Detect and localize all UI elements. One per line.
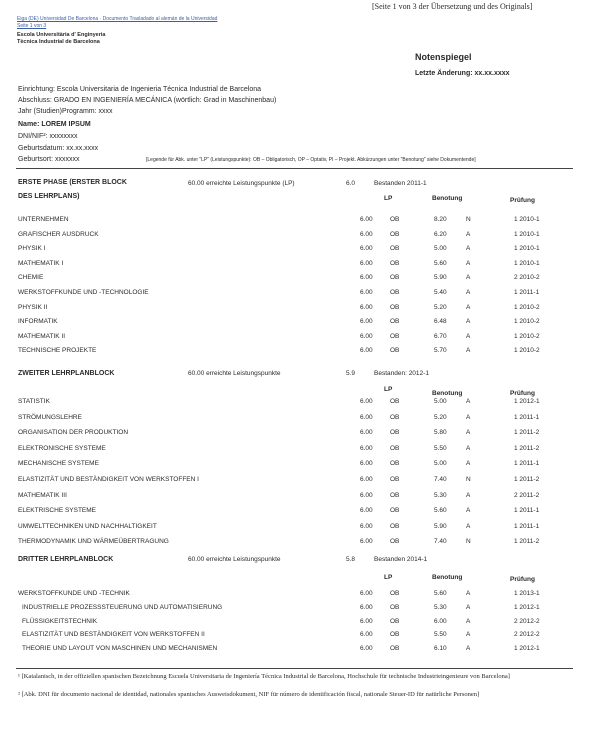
- course-exam-term: 1 2012-1: [514, 398, 540, 405]
- course-name: TECHNISCHE PROJEKTE: [18, 347, 97, 355]
- col-header-exam: Prüfung: [510, 576, 535, 583]
- course-credits: 6.00: [360, 318, 373, 326]
- course-name: WERKSTOFFKUNDE UND -TECHNOLOGIE: [18, 289, 149, 296]
- page-note: [Seite 1 von 3 der Übersetzung und des Originals]: [372, 2, 533, 11]
- table-row: [18, 245, 578, 255]
- course-grade: 5.30: [434, 491, 447, 499]
- course-grade: 5.20: [434, 413, 447, 421]
- course-exam-term: 1 2012-1: [514, 645, 540, 653]
- col-header-lp: LP: [384, 574, 393, 581]
- footnote-divider: [16, 668, 573, 669]
- course-grade: 5.90: [434, 274, 447, 282]
- course-credits: 6.00: [360, 476, 373, 483]
- table-row: [18, 260, 578, 270]
- course-grade-letter: A: [466, 603, 471, 611]
- course-grade-letter: A: [466, 347, 471, 355]
- footnote-2: ² [Abk. DNI für documento nacional de identidad, nationales spanisches Ausweisdokument, NIF für número de identificación fiscal, nationale Steuer-ID für natürliche Personen]: [18, 691, 480, 698]
- course-type: OB: [390, 429, 400, 437]
- table-row: [18, 507, 578, 517]
- block-average: 5.9: [346, 370, 356, 377]
- course-name: MECHANISCHE SYSTEME: [18, 460, 99, 468]
- course-credits: 6.00: [360, 413, 373, 421]
- course-name: INDUSTRIELLE PROZESSSTEUERUNG UND AUTOMATISIERUNG: [22, 603, 223, 611]
- table-row: [18, 231, 578, 241]
- course-credits: 6.00: [360, 590, 373, 597]
- course-grade-letter: A: [466, 230, 471, 238]
- course-type: OB: [390, 460, 400, 468]
- course-credits: 6.00: [360, 347, 373, 355]
- table-row: [18, 476, 578, 486]
- course-name: UMWELTTECHNIKEN UND NACHHALTIGKEIT: [18, 522, 157, 530]
- course-name: UNTERNEHMEN: [18, 216, 69, 223]
- course-name: STRÖMUNGSLEHRE: [18, 413, 82, 421]
- course-grade: 5.00: [434, 398, 447, 405]
- col-header-lp: LP: [384, 386, 393, 393]
- course-type: OB: [390, 216, 400, 223]
- birthdate: Geburtsdatum: xx.xx.xxxx: [18, 145, 99, 152]
- course-grade: 6.00: [434, 617, 447, 625]
- table-row: [18, 590, 578, 600]
- course-grade: 7.40: [434, 476, 447, 483]
- course-exam-term: 1 2010-1: [514, 230, 540, 238]
- course-grade-letter: A: [466, 259, 471, 267]
- course-type: OB: [390, 538, 400, 546]
- course-name: WERKSTOFFKUNDE UND -TECHNIK: [18, 590, 130, 597]
- course-type: OB: [390, 645, 400, 653]
- course-grade: 6.20: [434, 230, 447, 238]
- course-exam-term: 1 2011-2: [514, 476, 540, 483]
- col-header-exam: Prüfung: [510, 390, 535, 397]
- course-type: OB: [390, 522, 400, 530]
- course-grade: 8.20: [434, 216, 447, 223]
- course-type: OB: [390, 289, 400, 296]
- course-name: FLÜSSIGKEITSTECHNIK: [22, 617, 98, 625]
- course-exam-term: 1 2011-1: [514, 460, 540, 468]
- course-exam-term: 1 2011-2: [514, 538, 540, 546]
- page-title: Notenspiegel: [415, 52, 472, 62]
- course-grade-letter: A: [466, 413, 471, 421]
- divider: [16, 168, 573, 169]
- course-grade-letter: A: [466, 398, 471, 405]
- course-grade: 5.80: [434, 429, 447, 437]
- course-type: OB: [390, 398, 400, 405]
- table-row: [18, 304, 578, 314]
- course-grade-letter: A: [466, 645, 471, 653]
- dni: DNI/NIF²: xxxxxxxx: [18, 133, 78, 140]
- table-row: [18, 398, 578, 408]
- top-link[interactable]: Eiga (DE) Universidad De Barcelona · Documento Trasladado al alemán de la Universidad: [17, 16, 218, 22]
- col-header-exam: Prüfung: [510, 197, 535, 204]
- course-name: MATHEMATIK III: [18, 491, 67, 499]
- table-row: [18, 523, 578, 533]
- course-grade: 5.00: [434, 460, 447, 468]
- course-type: OB: [390, 590, 400, 597]
- course-grade-letter: A: [466, 274, 471, 282]
- course-name: MATHEMATIK II: [18, 332, 66, 340]
- course-grade-letter: A: [466, 289, 471, 296]
- block-passed: Bestanden 2011-1: [374, 180, 427, 187]
- table-row: [18, 460, 578, 470]
- course-grade: 5.70: [434, 347, 447, 355]
- course-grade: 6.10: [434, 645, 447, 653]
- table-row: [18, 216, 578, 226]
- degree: Abschluss: GRADO EN INGENIERÍA MECÁNICA (wörtlich: Grad in Maschinenbau): [18, 97, 277, 104]
- course-grade-letter: N: [466, 216, 471, 223]
- table-row: [18, 318, 578, 328]
- course-type: OB: [390, 274, 400, 282]
- course-name: PHYSIK I: [18, 245, 46, 253]
- block-title: ERSTE PHASE (ERSTER BLOCK: [18, 179, 127, 186]
- course-credits: 6.00: [360, 216, 373, 223]
- course-type: OB: [390, 259, 400, 267]
- course-grade: 5.00: [434, 245, 447, 253]
- course-grade-letter: A: [466, 303, 471, 311]
- course-exam-term: 1 2011-1: [514, 289, 540, 296]
- block-credits: 60.00 erreichte Leistungspunkte (LP): [188, 180, 295, 187]
- col-header-grade: Benotung: [432, 390, 463, 397]
- course-grade-letter: A: [466, 590, 471, 597]
- table-row: [18, 631, 578, 641]
- course-grade: 5.90: [434, 522, 447, 530]
- study-plan: Jahr (Studien)Programm: xxxx: [18, 108, 113, 115]
- course-type: OB: [390, 303, 400, 311]
- student-name: Name: LOREM IPSUM: [18, 121, 91, 128]
- course-credits: 6.00: [360, 617, 373, 625]
- course-grade-letter: A: [466, 444, 471, 452]
- course-credits: 6.00: [360, 460, 373, 468]
- table-row: [18, 429, 578, 439]
- course-exam-term: 1 2010-1: [514, 259, 540, 267]
- course-credits: 6.00: [360, 631, 373, 639]
- course-grade-letter: A: [466, 318, 471, 326]
- course-name: INFORMATIK: [18, 318, 58, 326]
- course-grade-letter: A: [466, 429, 471, 437]
- school-name-line1: Escola Universitària d' Enginyeria: [17, 32, 106, 38]
- course-exam-term: 1 2010-2: [514, 332, 540, 340]
- course-type: OB: [390, 444, 400, 452]
- course-type: OB: [390, 603, 400, 611]
- course-name: CHEMIE: [18, 274, 44, 282]
- course-exam-term: 1 2011-1: [514, 522, 540, 530]
- institution: Einrichtung: Escola Universitaria de Ingenieria Técnica Industrial de Barcelona: [18, 86, 262, 93]
- course-credits: 6.00: [360, 603, 373, 611]
- col-header-lp: LP: [384, 195, 393, 202]
- table-row: [18, 347, 578, 357]
- course-grade-letter: A: [466, 491, 471, 499]
- table-row: [18, 618, 578, 628]
- course-exam-term: 1 2011-1: [514, 413, 540, 421]
- last-change: Letzte Änderung: xx.xx.xxxx: [415, 70, 510, 77]
- course-grade-letter: A: [466, 332, 471, 340]
- course-exam-term: 1 2013-1: [514, 590, 540, 597]
- course-exam-term: 1 2010-2: [514, 347, 540, 355]
- course-exam-term: 1 2011-2: [514, 444, 540, 452]
- course-grade-letter: N: [466, 476, 471, 483]
- school-name-line2: Tècnica Industrial de Barcelona: [17, 39, 100, 45]
- course-credits: 6.00: [360, 429, 373, 437]
- course-credits: 6.00: [360, 274, 373, 282]
- block-average: 5.8: [346, 556, 356, 563]
- course-name: PHYSIK II: [18, 303, 48, 311]
- block-credits: 60.00 erreichte Leistungspunkte: [188, 370, 281, 377]
- course-type: OB: [390, 476, 400, 483]
- table-row: [18, 274, 578, 284]
- table-row: [18, 289, 578, 299]
- course-grade-letter: A: [466, 460, 471, 468]
- course-grade-letter: A: [466, 522, 471, 530]
- block-passed: Bestanden: 2012-1: [374, 370, 429, 377]
- course-grade: 5.20: [434, 303, 447, 311]
- table-row: [18, 645, 578, 655]
- course-name: GRAFISCHER AUSDRUCK: [18, 230, 99, 238]
- course-grade: 6.48: [434, 318, 447, 326]
- course-name: STATISTIK: [18, 398, 50, 405]
- course-grade-letter: A: [466, 245, 471, 253]
- block-title: DRITTER LEHRPLANBLOCK: [18, 556, 114, 563]
- course-exam-term: 2 2012-2: [514, 617, 540, 625]
- course-exam-term: 2 2011-2: [514, 491, 540, 499]
- course-type: OB: [390, 413, 400, 421]
- course-exam-term: 1 2010-2: [514, 303, 540, 311]
- course-grade-letter: N: [466, 538, 471, 546]
- course-credits: 6.00: [360, 289, 373, 296]
- course-name: ELEKTRONISCHE SYSTEME: [18, 444, 106, 452]
- course-credits: 6.00: [360, 398, 373, 405]
- course-credits: 6.00: [360, 444, 373, 452]
- course-credits: 6.00: [360, 303, 373, 311]
- course-credits: 6.00: [360, 538, 373, 546]
- top-link-page[interactable]: Seite 1 von 3: [17, 23, 47, 29]
- course-type: OB: [390, 332, 400, 340]
- course-exam-term: 2 2012-2: [514, 631, 540, 639]
- course-grade: 5.50: [434, 631, 447, 639]
- col-header-grade: Benotung: [432, 574, 463, 581]
- course-type: OB: [390, 318, 400, 326]
- course-exam-term: 2 2010-2: [514, 274, 540, 282]
- course-exam-term: 1 2011-1: [514, 507, 540, 515]
- course-type: OB: [390, 245, 400, 253]
- birthplace: Geburtsort: xxxxxxx: [18, 156, 80, 163]
- block-credits: 60.00 erreichte Leistungspunkte: [188, 556, 281, 563]
- course-exam-term: 1 2011-2: [514, 429, 540, 437]
- course-type: OB: [390, 347, 400, 355]
- course-exam-term: 1 2012-1: [514, 603, 540, 611]
- course-name: MATHEMATIK I: [18, 259, 64, 267]
- course-type: OB: [390, 617, 400, 625]
- course-name: ELASTIZITÄT UND BESTÄNDIGKEIT VON WERKSTOFFEN I: [18, 476, 199, 483]
- table-row: [18, 414, 578, 424]
- course-name: THERMODYNAMIK UND WÄRMEÜBERTRAGUNG: [18, 538, 169, 546]
- course-credits: 6.00: [360, 332, 373, 340]
- table-row: [18, 492, 578, 502]
- course-grade-letter: A: [466, 617, 471, 625]
- block-title-line2: DES LEHRPLANS): [18, 193, 80, 200]
- course-grade: 5.60: [434, 259, 447, 267]
- table-row: [18, 445, 578, 455]
- course-credits: 6.00: [360, 645, 373, 653]
- course-grade-letter: A: [466, 631, 471, 639]
- course-credits: 6.00: [360, 491, 373, 499]
- course-name: ELASTIZITÄT UND BESTÄNDIGKEIT VON WERKSTOFFEN II: [22, 631, 205, 639]
- block-title: ZWEITER LEHRPLANBLOCK: [18, 370, 115, 377]
- course-grade: 5.60: [434, 507, 447, 515]
- footnote-1: ¹ [Katalanisch, in der offiziellen spanischen Bezeichnung Escuela Universitaria de Ingeniería Técnica Industrial de Barcelona, Hochschule für technische Industrieingenieure von Barcelona]: [18, 673, 510, 680]
- course-grade-letter: A: [466, 507, 471, 515]
- course-grade: 6.70: [434, 332, 447, 340]
- block-passed: Bestanden 2014-1: [374, 556, 428, 563]
- legend-note: [Legende für Abk. unter "LP" (Leistungspunkte): OB – Obligatorisch, OP – Optativ, PI – Projekt. Abkürzungen unter "Benotung" siehe Dokumentende]: [146, 157, 476, 163]
- table-row: [18, 333, 578, 343]
- course-grade: 5.50: [434, 444, 447, 452]
- block-average: 6.0: [346, 180, 356, 187]
- course-credits: 6.00: [360, 245, 373, 253]
- course-name: ELEKTRISCHE SYSTEME: [18, 507, 97, 515]
- course-grade: 5.30: [434, 603, 447, 611]
- course-exam-term: 1 2010-1: [514, 216, 540, 223]
- course-type: OB: [390, 631, 400, 639]
- course-type: OB: [390, 491, 400, 499]
- table-row: [18, 604, 578, 614]
- course-name: THEORIE UND LAYOUT VON MASCHINEN UND MECHANISMEN: [22, 645, 218, 653]
- col-header-grade: Benotung: [432, 195, 463, 202]
- course-name: ORGANISATION DER PRODUKTION: [18, 429, 129, 437]
- course-grade: 7.40: [434, 538, 447, 546]
- course-credits: 6.00: [360, 507, 373, 515]
- table-row: [18, 538, 578, 548]
- course-grade: 5.60: [434, 590, 447, 597]
- course-grade: 5.40: [434, 289, 447, 296]
- course-exam-term: 1 2010-2: [514, 318, 540, 326]
- course-type: OB: [390, 230, 400, 238]
- course-exam-term: 1 2010-1: [514, 245, 540, 253]
- course-type: OB: [390, 507, 400, 515]
- course-credits: 6.00: [360, 522, 373, 530]
- course-credits: 6.00: [360, 259, 373, 267]
- course-credits: 6.00: [360, 230, 373, 238]
